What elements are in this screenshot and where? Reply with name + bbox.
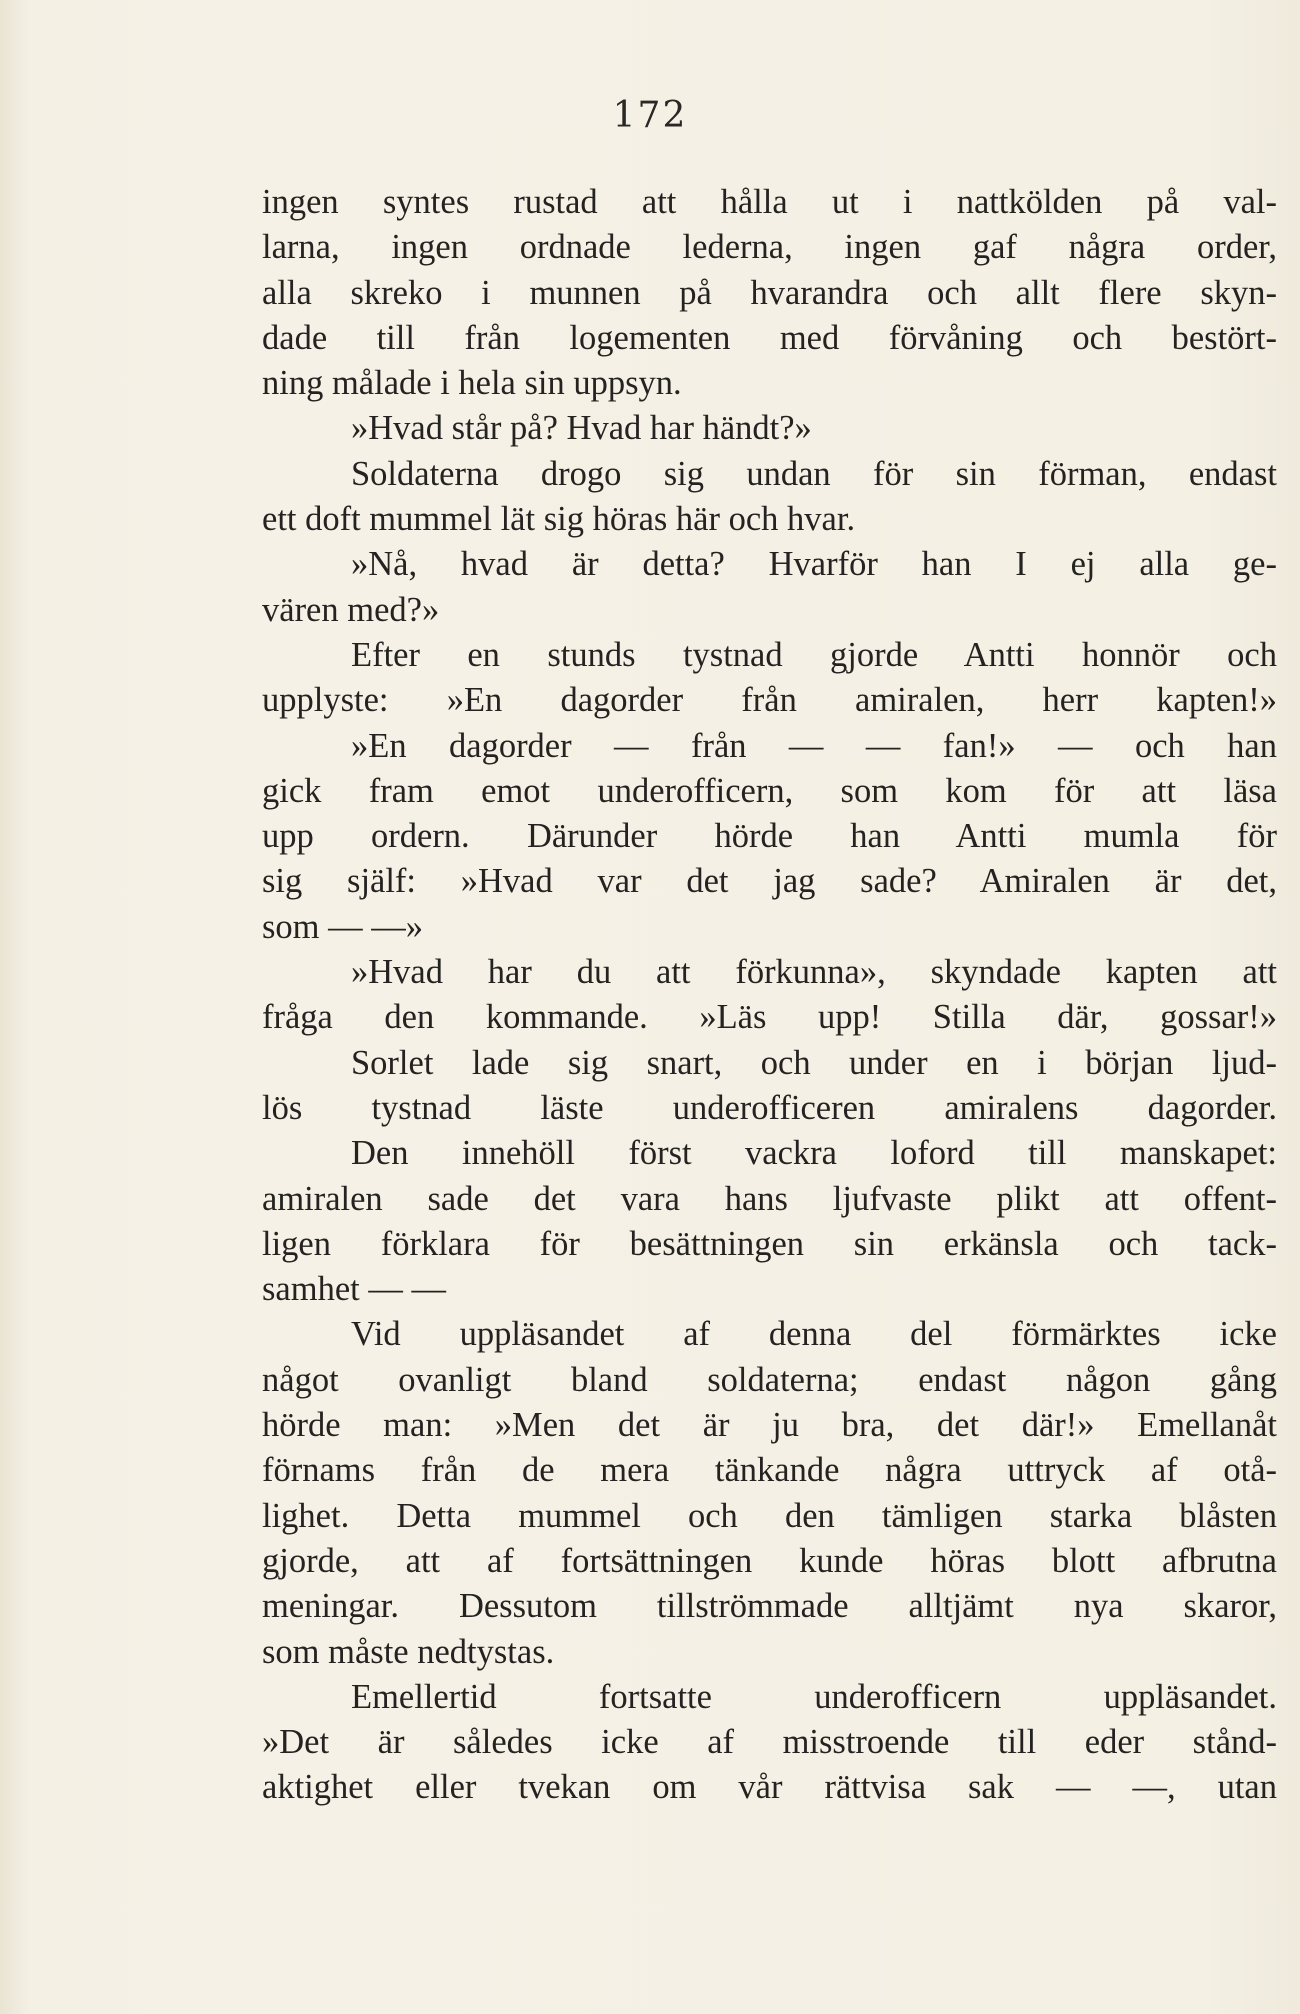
text-line: förnams från de mera tänkande några uttryck af otå- [262, 1451, 1277, 1490]
text-line: som måste nedtystas. [262, 1632, 555, 1671]
text-line: lighet. Detta mummel och den tämligen starka blåsten [262, 1496, 1277, 1535]
text-line: fråga den kommande. »Läs upp! Stilla där, gossar!» [262, 998, 1277, 1037]
text-line: Efter en stunds tystnad gjorde Antti honnör och [351, 635, 1277, 674]
body-text [262, 180, 1277, 1811]
text-line: ligen förklara för besättningen sin erkänsla och tack- [262, 1224, 1277, 1263]
text-line: gick fram emot underofficern, som kom för att läsa [262, 771, 1277, 810]
text-line: aktighet eller tvekan om vår rättvisa sak — —, utan [262, 1768, 1277, 1807]
text-line: larna, ingen ordnade lederna, ingen gaf några order, [262, 228, 1277, 267]
text-line: samhet — — [262, 1270, 446, 1309]
text-line: vären med?» [262, 590, 440, 629]
text-line: upplyste: »En dagorder från amiralen, herr kapten!» [262, 681, 1277, 720]
text-line: alla skreko i munnen på hvarandra och allt flere skyn- [262, 273, 1277, 312]
text-line: »Det är således icke af misstroende till eder stånd- [262, 1723, 1277, 1762]
text-line: ett doft mummel lät sig höras här och hvar. [262, 500, 856, 539]
text-line: upp ordern. Därunder hörde han Antti mumla för [262, 817, 1277, 856]
text-line: Den innehöll först vackra loford till manskapet: [351, 1134, 1277, 1173]
text-line: som — —» [262, 907, 424, 946]
text-line: »Nå, hvad är detta? Hvarför han I ej alla ge- [351, 545, 1277, 584]
text-line: amiralen sade det vara hans ljufvaste plikt att offent- [262, 1179, 1277, 1218]
text-line: »En dagorder — från — — fan!» — och han [351, 726, 1277, 765]
text-line: hörde man: »Men det är ju bra, det där!» Emellanåt [262, 1406, 1277, 1445]
page-number: 172 [612, 95, 688, 136]
text-line: något ovanligt bland soldaterna; endast någon gång [262, 1360, 1277, 1399]
text-line: Sorlet lade sig snart, och under en i början ljud- [351, 1043, 1277, 1082]
text-line: ning målade i hela sin uppsyn. [262, 364, 682, 403]
text-line: »Hvad har du att förkunna», skyndade kapten att [351, 953, 1277, 992]
text-line: meningar. Dessutom tillströmmade alltjämt nya skaror, [262, 1587, 1277, 1626]
text-line: gjorde, att af fortsättningen kunde höras blott afbrutna [262, 1541, 1277, 1580]
text-line: sig själf: »Hvad var det jag sade? Amiralen är det, [262, 862, 1277, 901]
text-line: dade till från logementen med förvåning och bestört- [262, 318, 1277, 357]
text-line: lös tystnad läste underofficeren amiralens dagorder. [262, 1088, 1277, 1127]
text-line: »Hvad står på? Hvad har händt?» [351, 409, 812, 448]
text-line: Vid uppläsandet af denna del förmärktes icke [351, 1315, 1277, 1354]
text-line: Emellertid fortsatte underofficern uppläsandet. [351, 1677, 1277, 1716]
text-line: ingen syntes rustad att hålla ut i nattkölden på val- [262, 183, 1277, 221]
text-line: Soldaterna drogo sig undan för sin förman, endast [351, 454, 1277, 493]
